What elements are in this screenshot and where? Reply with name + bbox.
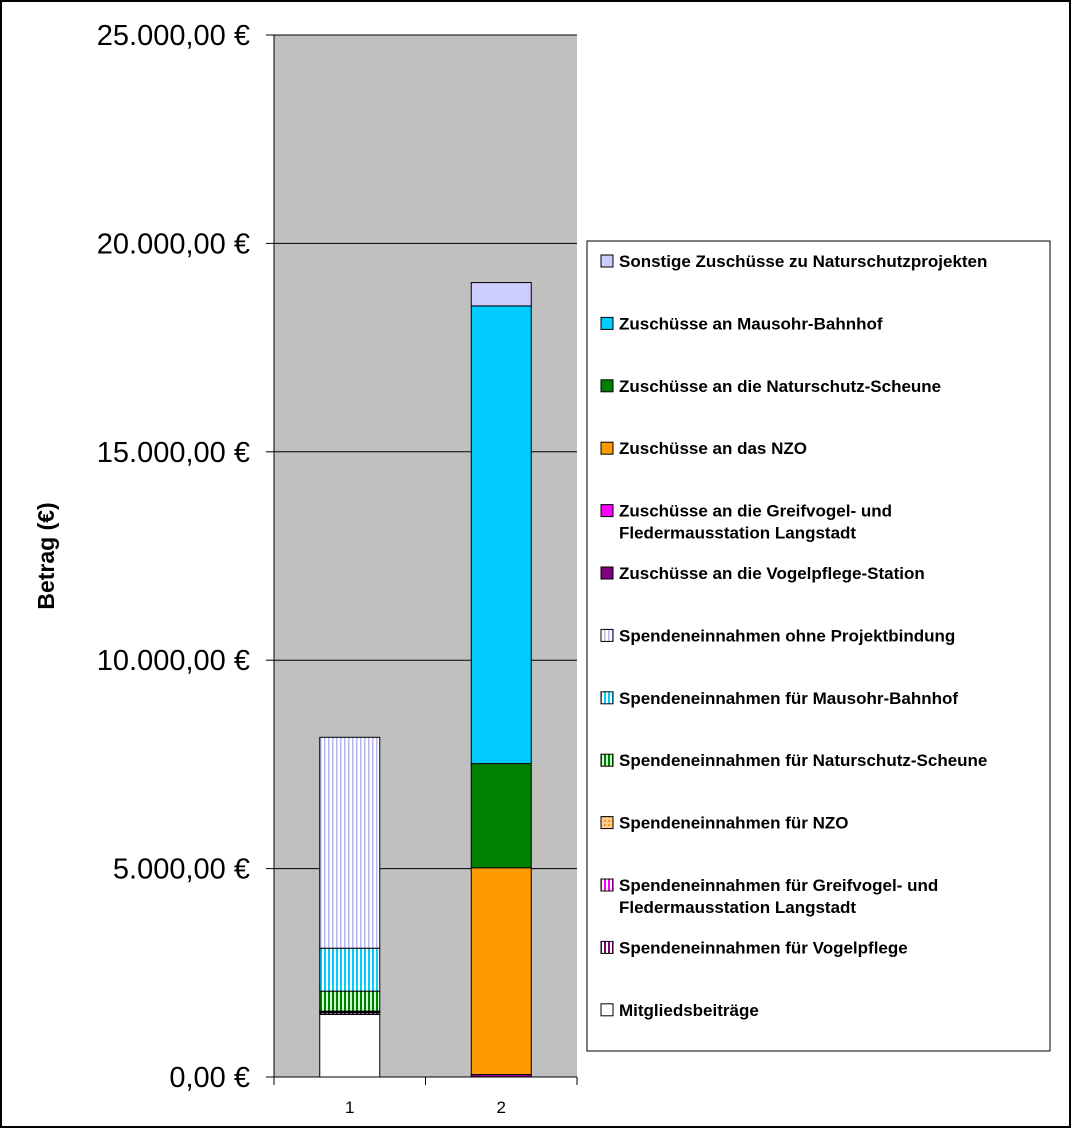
- legend-item[interactable]: Zuschüsse an die Naturschutz-Scheune: [619, 376, 942, 396]
- legend-swatch: [601, 505, 613, 517]
- legend-swatch: [601, 1004, 613, 1016]
- legend-item[interactable]: Mitgliedsbeiträge: [619, 1000, 759, 1020]
- legend-swatch: [601, 692, 613, 704]
- legend-swatch: [601, 255, 613, 267]
- y-tick-label: 20.000,00 €: [96, 228, 250, 261]
- bar-segment[interactable]: [320, 948, 380, 991]
- legend-item[interactable]: Spendeneinnahmen für NZO: [619, 813, 849, 833]
- legend-swatch: [601, 879, 613, 891]
- legend-swatch: [601, 817, 613, 829]
- legend-swatch: [601, 380, 613, 392]
- legend-swatch: [601, 629, 613, 641]
- legend-item[interactable]: Spendeneinnahmen ohne Projektbindung: [619, 626, 956, 646]
- y-tick-label: 0,00 €: [169, 1062, 250, 1094]
- legend-swatch: [601, 567, 613, 579]
- bar-segment[interactable]: [471, 306, 531, 764]
- legend-item[interactable]: Sonstige Zuschüsse zu Naturschutzprojekten: [619, 252, 988, 271]
- x-tick-label: 2: [496, 1098, 506, 1117]
- legend-item[interactable]: Zuschüsse an die Vogelpflege-Station: [619, 564, 925, 583]
- bar-segment[interactable]: [320, 1014, 380, 1077]
- bar-segment[interactable]: [320, 991, 380, 1011]
- legend-item[interactable]: Zuschüsse an Mausohr-Bahnhof: [619, 314, 883, 334]
- bar-segment[interactable]: [471, 764, 531, 868]
- legend-item[interactable]: Spendeneinnahmen für Naturschutz-Scheune: [619, 751, 988, 771]
- y-tick-label: 10.000,00 €: [96, 645, 250, 678]
- bar-segment[interactable]: [471, 868, 531, 1075]
- y-tick-label: 25.000,00 €: [96, 20, 250, 52]
- legend-item[interactable]: Spendeneinnahmen für Greifvogel- und Fledermausstation Langstadt: [619, 876, 939, 917]
- bar-segment[interactable]: [471, 283, 531, 306]
- x-tick-label: 1: [345, 1098, 355, 1117]
- legend-swatch: [601, 442, 613, 454]
- y-axis-label: Betrag (€): [33, 502, 59, 610]
- legend-swatch: [601, 317, 613, 329]
- y-tick-label: 5.000,00 €: [112, 853, 250, 886]
- legend-item[interactable]: Zuschüsse an die Greifvogel- und Fledermausstation Langstadt: [619, 501, 892, 543]
- legend-item[interactable]: Spendeneinnahmen für Vogelpflege: [619, 938, 908, 958]
- legend-box: [587, 241, 1050, 1051]
- legend-swatch: [601, 754, 613, 766]
- bar-segment[interactable]: [320, 737, 380, 948]
- legend-item[interactable]: Spendeneinnahmen für Mausohr-Bahnhof: [619, 688, 959, 708]
- legend-swatch: [601, 941, 613, 953]
- legend-item[interactable]: Zuschüsse an das NZO: [619, 439, 807, 459]
- y-tick-label: 15.000,00 €: [96, 436, 250, 469]
